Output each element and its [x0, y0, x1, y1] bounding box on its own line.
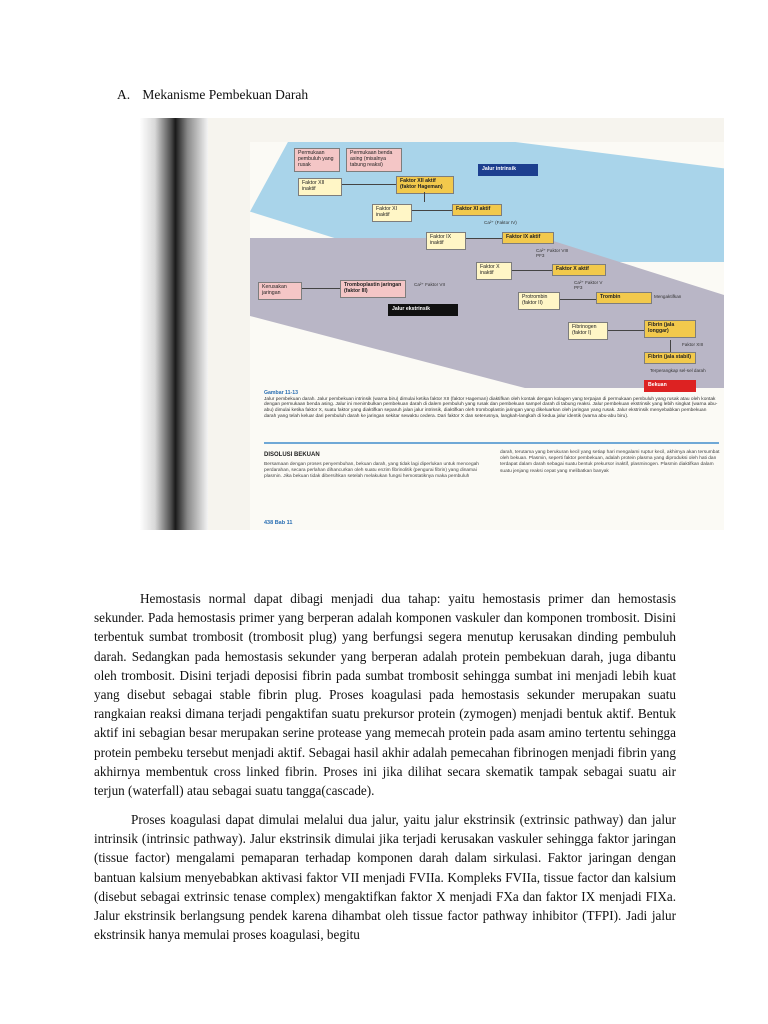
box-protrombin: Protrombin (faktor II)	[518, 292, 560, 310]
label-ca-v-pf3: Ca²⁺ Faktor V PF3	[574, 280, 603, 291]
box-tromboplastin: Tromboplastin jaringan (faktor III)	[340, 280, 406, 298]
label-ca-viii-pf3: Ca²⁺ Faktor VIII PF3	[536, 248, 569, 259]
box-faktor-xi-inaktif: Faktor XI inaktif	[372, 204, 412, 222]
box-jalur-ekstrinsik: Jalur ekstrinsik	[388, 304, 458, 316]
label-ca-vii: Ca²⁺ Faktor VII	[414, 282, 446, 287]
left-column-text: Bersamaan dengan proses penyembuhan, bekuan darah, yang tidak lagi diperlukan untuk mencegah perdarahan, secara perlahan dihancurkan oleh suatu enzim fibrinolitik (pengurai fibrin) yang dinamai plasmin. Jika bekuan tidak dibersihkan setelah melakukan fungsi hemostatiknya maka pembuluh	[264, 462, 479, 480]
box-faktor-x-inaktif: Faktor X inaktif	[476, 262, 512, 280]
right-column-text: darah, terutama yang berukuran kecil yang setiap hari mengalami ruptur kecil, akhirnya akan tersumbat oleh bekuan. Plasmin, seperti faktor pembekuan, adalah protein plasma yang diproduksi oleh hati dan terdapat dalam darah sebagai suatu bentuk prekursor inaktif, plasminogen. Plasmin diaktifkan dalam suatu jenjang reaksi cepat yang melibatkan banyak	[500, 450, 720, 474]
box-jalur-intrinsik: Jalur intrinsik	[478, 164, 538, 176]
arrow-fibrin-down	[670, 340, 671, 352]
sub-section-title: DISOLUSI BEKUAN	[264, 452, 320, 458]
arrow-fibrinogen	[608, 330, 644, 331]
box-faktor-xii-inaktif: Faktor XII inaktif	[298, 178, 342, 196]
box-faktor-ix-inaktif: Faktor IX inaktif	[426, 232, 466, 250]
arrow-xii-down	[424, 192, 425, 202]
box-fibrin-longgar: Fibrin (jala longgar)	[644, 320, 696, 338]
arrow-kerusakan	[302, 288, 340, 289]
box-fibrinogen: Fibrinogen (faktor I)	[568, 322, 608, 340]
caption-divider	[264, 442, 719, 444]
label-ca-faktor-iv: Ca²⁺ (Faktor IV)	[484, 220, 517, 225]
box-kerusakan-jaringan: Kerusakan jaringan	[258, 282, 302, 300]
scanned-book-page	[250, 142, 724, 530]
paragraph-koagulasi	[94, 810, 676, 944]
section-title: Mekanisme Pembekuan Darah	[142, 87, 309, 102]
box-faktor-x-aktif: Faktor X aktif	[552, 264, 606, 276]
paragraph-hemostasis	[94, 589, 676, 800]
book-spine-shadow	[140, 118, 208, 530]
box-permukaan-pembuluh: Permukaan pembuluh yang rusak	[294, 148, 340, 172]
box-trombin: Trombin	[596, 292, 652, 304]
caption-title: Gambar 11-13	[264, 390, 299, 396]
label-faktor-xiii: Faktor XIII	[682, 342, 704, 347]
box-faktor-ix-aktif: Faktor IX aktif	[502, 232, 554, 244]
book-page-number: 438 Bab 11	[264, 520, 293, 526]
label-terperangkap: Terperangkap sel-sel darah	[650, 368, 706, 373]
paragraph-1-text: Hemostasis normal dapat dibagi menjadi dua tahap: yaitu hemostasis primer dan hemostasis sekunder. Pada hemostasis primer yang berperan adalah komponen vaskuler dan komponen trombosit. Disini terbentuk sumbat trombosit (trombosit plug) yang berfungsi segera menutup kerusakan dinding pembuluh darah. Sedangkan pada hemostasis sekunder yang berperan adalah protein pembekuan darah, juga dibantu oleh trombosit. Disini terjadi deposisi fibrin pada sumbat trombosit sehingga sumbat ini menjadi lebih kuat yang disebut sebagai stable fibrin plug. Proses koagulasi pada hemostasis sekunder merupakan suatu rangkaian reaksi dimana terjadi pengaktifan suatu prekursor protein (zymogen) menjadi bentuk aktif. Bentuk aktif ini sebagian besar merupakan serine protease yang memecah protein pada asam amino tertentu sehingga protein pembeku tersebut menjadi aktif. Sebagai hasil akhir adalah pemecahan fibrinogen menjadi fibrin yang akhirnya membentuk cross linked fibrin. Proses ini jika dilihat secara skematik tampak sebagai suatu air terjun (waterfall) atau sebagai suatu tangga(cascade).	[94, 591, 676, 799]
paragraph-2-text: Proses koagulasi dapat dimulai melalui dua jalur, yaitu jalur ekstrinsik (extrinsic pathway) dan jalur intrinsik (intrinsic pathway). Jalur ekstrinsik dimulai jika terjadi kerusakan vaskuler sehingga faktor jaringan (tissue factor) mengalami pemaparan terhadap komponen darah dalam sirkulasi. Faktor jaringan dengan bantuan kalsium menyebabkan aktivasi faktor VII menjadi FVIIa. Kompleks FVIIa, tissue factor dan kalsium (disebut sebagai extrinsic tenase complex) mengaktifkan faktor X menjadi FXa dan faktor IX menjadi FIXa. Jalur ekstrinsik berlangsung pendek karena dihambat oleh tissue factor pathway inhibitor (TFPI). Jadi jalur ekstrinsik hanya memulai proses koagulasi, begitu	[94, 812, 676, 943]
arrow-ix	[466, 238, 502, 239]
box-faktor-xi-aktif: Faktor XI aktif	[452, 204, 502, 216]
arrow-xii	[342, 184, 396, 185]
label-mengaktifkan: Mengaktifkan	[654, 294, 682, 299]
arrow-protrombin	[560, 299, 596, 300]
section-heading	[117, 87, 308, 103]
box-fibrin-stabil: Fibrin (jala stabil)	[644, 352, 696, 364]
section-number: A.	[117, 87, 131, 102]
arrow-x	[512, 270, 552, 271]
caption-text: Jalur pembekuan darah. Jalur pembekuan intrinsik (warna biru) dimulai ketika faktor XII (faktor Hageman) diaktifkan oleh kontak dengan kolagen yang terpajan di permukaan pembuluh yang rusak atau oleh kontak dengan permukaan benda asing. Jalur ini menimbulkan pembekuan darah di dalem pembuluh yang rusak dan pembekuan sampel darah di tabung reaksi. Jalur pembekuan ekstrinsik yang lebih singkat (warna abu-abu) dimulai ketika faktor X, suatu faktor yang diaktifkan separuh jalan jalur intrinsik, diaktifkan oleh tromboplastin jaringan yang dikeluarkan oleh jaringan yang rusak. Jalur ekstrinsik menyebabkan pembekuan darah yang telah keluar dari pembuluh darah ke jaringan sekitar sewaktu cedera. Dari faktor X dan seterusnya, langkah-langkah di kedua jalur identik (warna abu-abu biru).	[264, 396, 718, 420]
arrow-xi	[412, 210, 452, 211]
box-permukaan-benda: Permukaan benda asing (misalnya tabung reaksi)	[346, 148, 402, 172]
figure-caption	[264, 390, 719, 420]
box-bekuan: Bekuan	[644, 380, 696, 392]
coagulation-figure	[140, 118, 724, 530]
box-faktor-xii-aktif: Faktor XII aktif (faktor Hageman)	[396, 176, 454, 194]
